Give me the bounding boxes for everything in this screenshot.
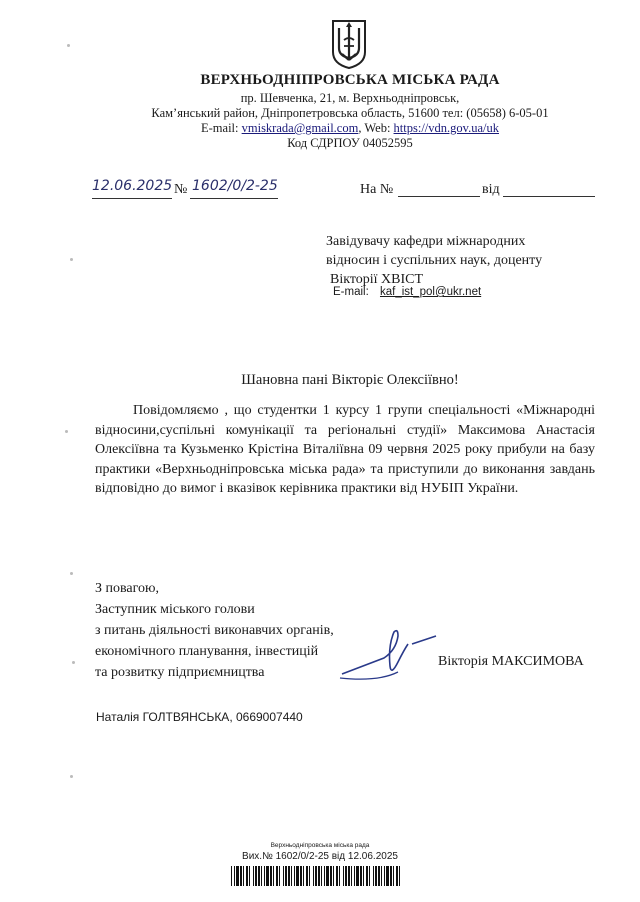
barcode-bar <box>243 866 244 886</box>
barcode-bar <box>378 866 380 886</box>
scan-speck <box>67 44 70 47</box>
web-label: , Web: <box>358 121 394 135</box>
barcode-bar <box>356 866 359 886</box>
barcode-bar <box>285 866 287 886</box>
barcode-bar <box>234 866 235 886</box>
barcode-bar <box>264 866 265 886</box>
barcode-bar <box>393 866 394 886</box>
barcode-bar <box>231 866 232 886</box>
barcode-bar <box>300 866 302 886</box>
barcode-bar <box>255 866 257 886</box>
signer-position-line2: з питань діяльності виконавчих органів, <box>95 623 334 638</box>
barcode-bar <box>291 866 292 886</box>
barcode-bar <box>324 866 325 886</box>
barcode-bar <box>366 866 368 886</box>
barcode-bar <box>333 866 334 886</box>
barcode-bar <box>246 866 248 886</box>
addressee-name: Вікторії ХВІСТ <box>330 272 424 287</box>
barcode-bar <box>236 866 239 886</box>
scan-speck <box>65 430 68 433</box>
barcode-bar <box>369 866 370 886</box>
handwritten-signature <box>338 622 448 684</box>
addressee-email-link[interactable]: kaf_ist_pol@ukr.net <box>379 286 482 298</box>
barcode-bar <box>348 866 350 886</box>
barcode-bar <box>386 866 389 886</box>
barcode-bar <box>306 866 308 886</box>
barcode-bar <box>249 866 250 886</box>
body-paragraph: Повідомляємо , що студентки 1 курсу 1 групи спеціальності «Міжнародні відносини,суспільні комунікації та регіональні студії» Максимова Анастасія Олексіївна та Кузьменко Крістіна Віталіївна 09 червня 2025 року прибули на базу практики «Верхньодніпровська міська рада» та приступили до виконання завдань відповідно до вимог і вказівок керівника практики від НУБІП України. <box>95 403 595 496</box>
address-line2: Кам’янський район, Дніпропетровська область, 51600 тел: (05658) 6-05-01 <box>151 106 549 120</box>
barcode-bar <box>315 866 317 886</box>
barcode-bar <box>360 866 362 886</box>
barcode-bar <box>270 866 272 886</box>
barcode-bar <box>303 866 304 886</box>
barcode-bar <box>318 866 320 886</box>
barcode-bar <box>373 866 374 886</box>
addressee-line2: відносин і суспільних наук, доценту <box>326 253 543 268</box>
signer-name: Вікторія МАКСИМОВА <box>438 654 584 669</box>
barcode-bar <box>396 866 398 886</box>
barcode-bar <box>384 866 385 886</box>
letter-number: 1602/0/2-25 <box>192 178 278 194</box>
scan-speck <box>70 775 73 778</box>
signer-position-line4: та розвитку підприємництва <box>95 665 265 680</box>
barcode-bar <box>261 866 262 886</box>
scan-speck <box>72 661 75 664</box>
salutation: Шановна пані Вікторіє Олексіївно! <box>241 372 459 388</box>
barcode-bar <box>336 866 338 886</box>
barcode-bar <box>309 866 310 886</box>
addressee-email-label: E-mail: <box>333 286 369 298</box>
signer-position-line1: Заступник міського голови <box>95 602 255 617</box>
barcode-bar <box>240 866 242 886</box>
barcode-bar <box>390 866 392 886</box>
barcode-bar <box>288 866 290 886</box>
scan-speck <box>70 572 73 575</box>
barcode-bar <box>351 866 352 886</box>
letter-date: 12.06.2025 <box>92 178 173 194</box>
barcode-bar <box>330 866 332 886</box>
from-label: від <box>482 182 500 197</box>
email-label: E-mail: <box>201 121 242 135</box>
registration-stamp-org: Верхньодніпровська міська рада <box>270 842 370 849</box>
closing: З повагою, <box>95 581 159 596</box>
barcode-bar <box>294 866 295 886</box>
barcode-bar <box>321 866 322 886</box>
registration-stamp-number: Вих.№ 1602/0/2-25 від 12.06.2025 <box>242 851 398 862</box>
org-name: ВЕРХНЬОДНІПРОВСЬКА МІСЬКА РАДА <box>200 72 500 88</box>
contact-line <box>0 121 640 136</box>
barcode <box>231 866 403 886</box>
scan-speck <box>70 258 73 261</box>
barcode-bar <box>266 866 269 886</box>
executor-contact: Наталія ГОЛТВЯНСЬКА, 0669007440 <box>96 710 303 724</box>
barcode-bar <box>279 866 280 886</box>
barcode-bar <box>283 866 284 886</box>
barcode-bar <box>273 866 274 886</box>
org-website-link[interactable]: https://vdn.gov.ua/uk <box>393 121 499 135</box>
barcode-bar <box>313 866 314 886</box>
incoming-number-blank <box>398 196 480 197</box>
org-email-link[interactable]: vmiskrada@gmail.com <box>241 121 359 135</box>
addressee-line1: Завідувачу кафедри міжнародних <box>326 234 526 249</box>
barcode-bar <box>339 866 340 886</box>
barcode-bar <box>276 866 278 886</box>
barcode-bar <box>258 866 260 886</box>
barcode-bar <box>354 866 355 886</box>
coat-of-arms-icon <box>330 18 368 70</box>
address-line1: пр. Шевченка, 21, м. Верхньодніпровськ, <box>240 91 460 105</box>
edrpou-code: Код СДРПОУ 04052595 <box>287 136 413 150</box>
from-date-blank <box>503 196 595 197</box>
barcode-bar <box>363 866 364 886</box>
number-label: № <box>174 182 188 197</box>
barcode-bar <box>375 866 377 886</box>
barcode-bar <box>345 866 347 886</box>
barcode-bar <box>296 866 299 886</box>
incoming-number-label: На № <box>360 182 394 197</box>
barcode-bar <box>343 866 344 886</box>
barcode-bar <box>399 866 400 886</box>
barcode-bar <box>253 866 254 886</box>
barcode-bar <box>326 866 329 886</box>
signer-position-line3: економічного планування, інвестицій <box>95 644 319 659</box>
barcode-bar <box>381 866 382 886</box>
